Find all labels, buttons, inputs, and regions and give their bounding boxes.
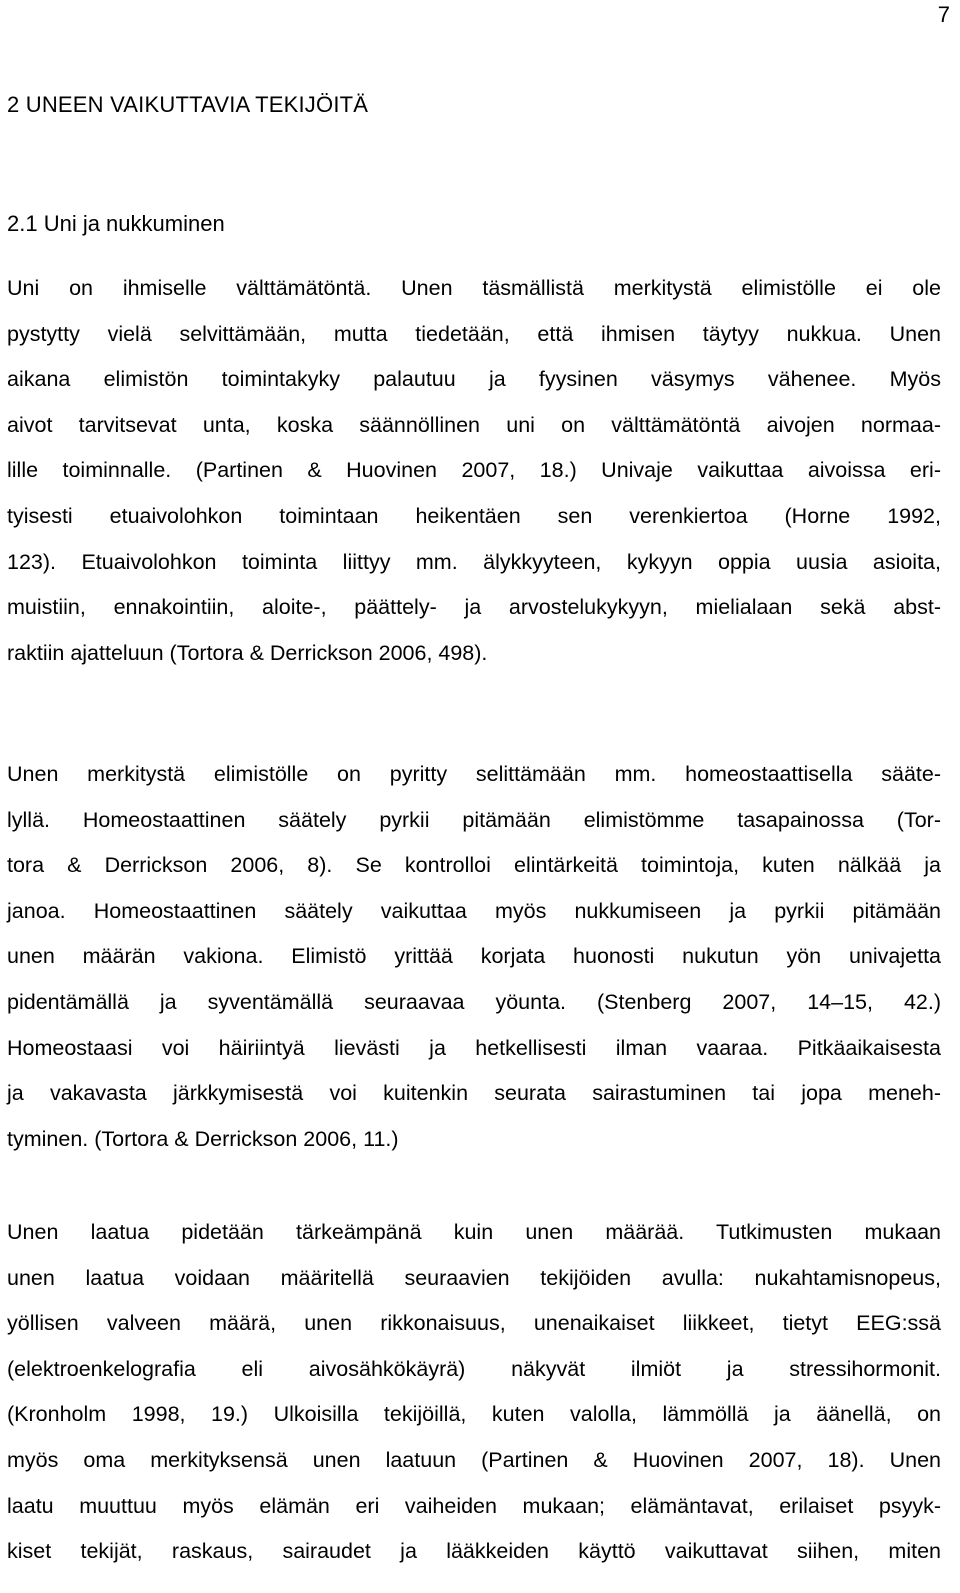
paragraph-line: pystytty vielä selvittämään, mutta tiedetään, että ihmisen täytyy nukkua. Unen [7,321,941,346]
paragraph-line: (Kronholm 1998, 19.) Ulkoisilla tekijöillä, kuten valolla, lämmöllä ja äänellä, on [7,1402,941,1427]
paragraph-line: Unen merkitystä elimistölle on pyritty selittämään mm. homeostaattisella sääte- [7,762,941,786]
paragraph-line: tyminen. (Tortora & Derrickson 2006, 11.) [7,1126,399,1151]
paragraph-line: unen määrän vakiona. Elimistö yrittää korjata huonosti nukutun yön univajetta [7,944,941,969]
paragraph-line: raktiin ajatteluun (Tortora & Derrickson 2006, 498). [7,640,488,665]
paragraph-line: lille toiminnalle. (Partinen & Huovinen 2007, 18.) Univaje vaikuttaa aivoissa eri- [7,458,941,483]
paragraph-line: Uni on ihmiselle välttämätöntä. Unen täsmällistä merkitystä elimistölle ei ole [7,276,941,300]
paragraph-line: muistiin, ennakointiin, aloite-, päättely- ja arvostelukykyyn, mielialaan sekä abst- [7,595,941,620]
paragraph-line: myös oma merkityksensä unen laatuun (Partinen & Huovinen 2007, 18). Unen [7,1447,941,1472]
paragraph-homeostasis [7,752,941,1162]
paragraph-line: lyllä. Homeostaattinen säätely pyrkii pitämään elimistömme tasapainossa (Tor- [7,807,941,832]
paragraph-line: aikana elimistön toimintakyky palautuu ja fyysinen väsymys vähenee. Myös [7,367,941,392]
paragraph-line: yöllisen valveen määrä, unen rikkonaisuus, unenaikaiset liikkeet, tietyt EEG:ssä [7,1311,941,1336]
paragraph-line: Homeostaasi voi häiriintyä lievästi ja hetkellisesti ilman vaaraa. Pitkäaikaisesta [7,1035,941,1060]
chapter-heading: 2 UNEEN VAIKUTTAVIA TEKIJÖITÄ [7,92,369,117]
paragraph-sleep-necessity [7,266,941,676]
paragraph-line: ja vakavasta järkkymisestä voi kuitenkin seurata sairastuminen tai jopa meneh- [7,1081,941,1106]
paragraph-line: unen laatua voidaan määritellä seuraavien tekijöiden avulla: nukahtamisnopeus, [7,1265,941,1290]
paragraph-line: 123). Etuaivolohkon toiminta liittyy mm. älykkyyteen, kykyyn oppia uusia asioita, [7,549,941,574]
paragraph-line: tyisesti etuaivolohkon toimintaan heikentäen sen verenkiertoa (Horne 1992, [7,503,941,528]
paragraph-line: (elektroenkelografia eli aivosähkökäyrä) näkyvät ilmiöt ja stressihormonit. [7,1356,941,1381]
paragraph-sleep-quality [7,1210,941,1575]
paragraph-line: tora & Derrickson 2006, 8). Se kontrolloi elintärkeitä toimintoja, kuten nälkää ja [7,853,941,878]
paragraph-line: kiset tekijät, raskaus, sairaudet ja lääkkeiden käyttö vaikuttavat siihen, miten [7,1539,941,1564]
section-heading: 2.1 Uni ja nukkuminen [7,211,225,236]
paragraph-line: janoa. Homeostaattinen säätely vaikuttaa myös nukkumiseen ja pyrkii pitämään [7,898,941,923]
paragraph-line: aivot tarvitsevat unta, koska säännöllinen uni on välttämätöntä aivojen normaa- [7,412,941,437]
paragraph-line: Unen laatua pidetään tärkeämpänä kuin unen määrää. Tutkimusten mukaan [7,1220,941,1244]
page-number: 7 [937,2,950,27]
paragraph-line: laatu muuttuu myös elämän eri vaiheiden mukaan; elämäntavat, erilaiset psyyk- [7,1493,941,1518]
paragraph-line: pidentämällä ja syventämällä seuraavaa yöunta. (Stenberg 2007, 14–15, 42.) [7,989,941,1014]
